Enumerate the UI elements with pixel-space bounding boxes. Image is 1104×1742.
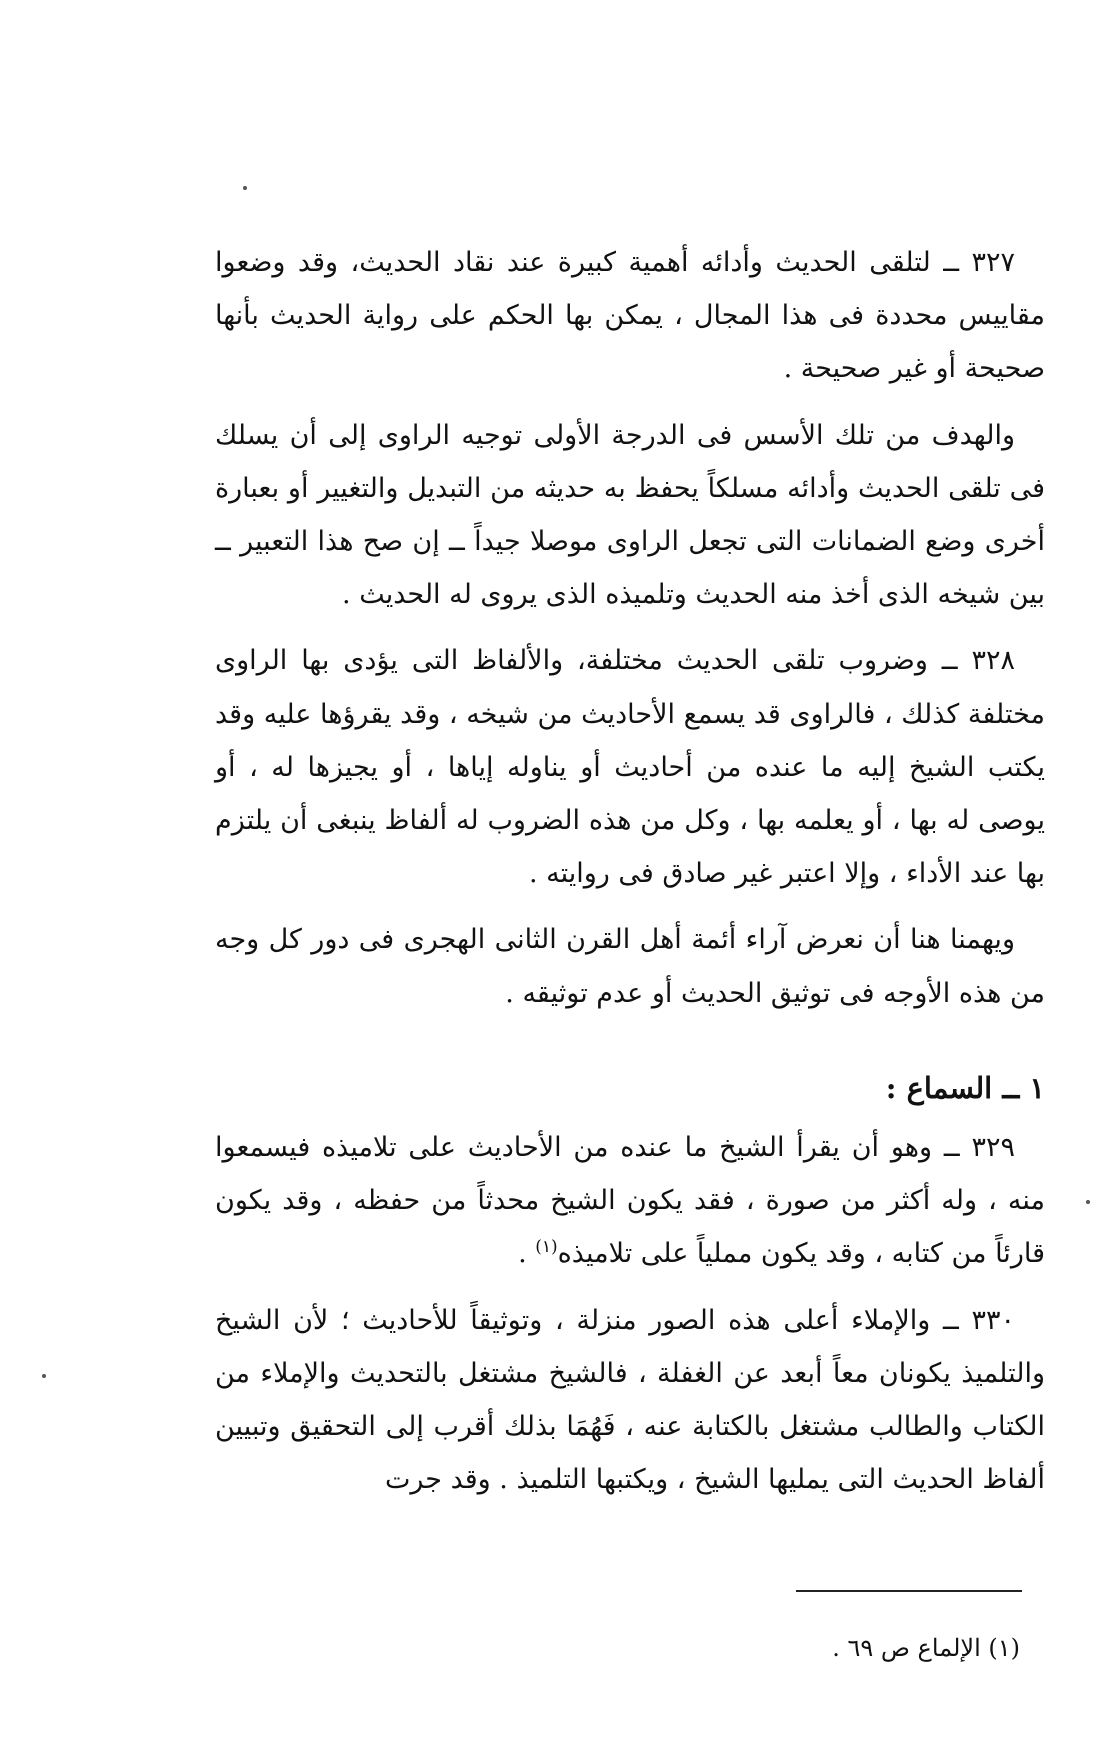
section-heading: ١ ــ السماع : xyxy=(885,1070,1045,1105)
scan-speck xyxy=(42,1374,46,1378)
paragraph-329-text: ٣٢٩ ــ وهو أن يقرأ الشيخ ما عنده من الأحاديث على تلاميذه فيسمعوا منه ، وله أكثر من صورة ، فقد يكون الشيخ محدثاً من حفظه ، وقد يكون قارئاً من كتابه ، وقد يكون مملياً على تلاميذه xyxy=(215,1132,1045,1270)
paragraph-aim: والهدف من تلك الأسس فى الدرجة الأولى توجيه الراوى إلى أن يسلك فى تلقى الحديث وأدائه مسلكاً يحفظ به حديثه من التبديل والتغيير أو بعبارة أخرى وضع الضمانات التى تجعل الراوى موصلا جيداً ــ إن صح هذا التعبير ــ بين شيخه الذى أخذ منه الحديث وتلميذه الذى يروى له الحديث . xyxy=(215,419,1045,611)
body-text xyxy=(215,236,1045,1519)
footnote-reference: (١) xyxy=(535,1237,558,1258)
scan-speck xyxy=(243,186,247,190)
scan-speck xyxy=(1086,1200,1090,1204)
paragraph-328: ٣٢٨ ــ وضروب تلقى الحديث مختلفة، والألفاظ التى يؤدى بها الراوى مختلفة كذلك ، فالراوى قد يسمع الأحاديث من شيخه ، وقد يقرؤها عليه وقد يكتب الشيخ إليه ما عنده من أحاديث أو يناوله إياها ، أو يجيزها له ، أو يوصى له بها ، أو يعلمه بها ، وكل من هذه الضروب له ألفاظ ينبغى أن يلتزم بها عند الأداء ، وإلا اعتبر غير صادق فى روايته . xyxy=(215,645,1045,890)
paragraph-importance: ويهمنا هنا أن نعرض آراء أئمة أهل القرن الثانى الهجرى فى دور كل وجه من هذه الأوجه فى توثيق الحديث أو عدم توثيقه . xyxy=(215,924,1045,1009)
footnote-divider xyxy=(796,1590,1022,1592)
paragraph-330: ٣٣٠ ــ والإملاء أعلى هذه الصور منزلة ، وتوثيقاً للأحاديث ؛ لأن الشيخ والتلميذ يكونان معاً أبعد عن الغفلة ، فالشيخ مشتغل بالتحديث والإملاء من الكتاب والطالب مشتغل بالكتابة عنه ، فَهُمَا بذلك أقرب إلى التحقيق وتبيين ألفاظ الحديث التى يمليها الشيخ ، ويكتبها التلميذ . وقد جرت xyxy=(215,1304,1045,1496)
paragraph-329 xyxy=(215,1121,1045,1281)
paragraph-329-end: . xyxy=(518,1238,536,1270)
footnote: (١) الإلماع ص ٦٩ . xyxy=(832,1634,1020,1662)
paragraph-327: ٣٢٧ ــ لتلقى الحديث وأدائه أهمية كبيرة عند نقاد الحديث، وقد وضعوا مقاييس محددة فى هذا المجال ، يمكن بها الحكم على رواية الحديث بأنها صحيحة أو غير صحيحة . xyxy=(215,247,1045,385)
